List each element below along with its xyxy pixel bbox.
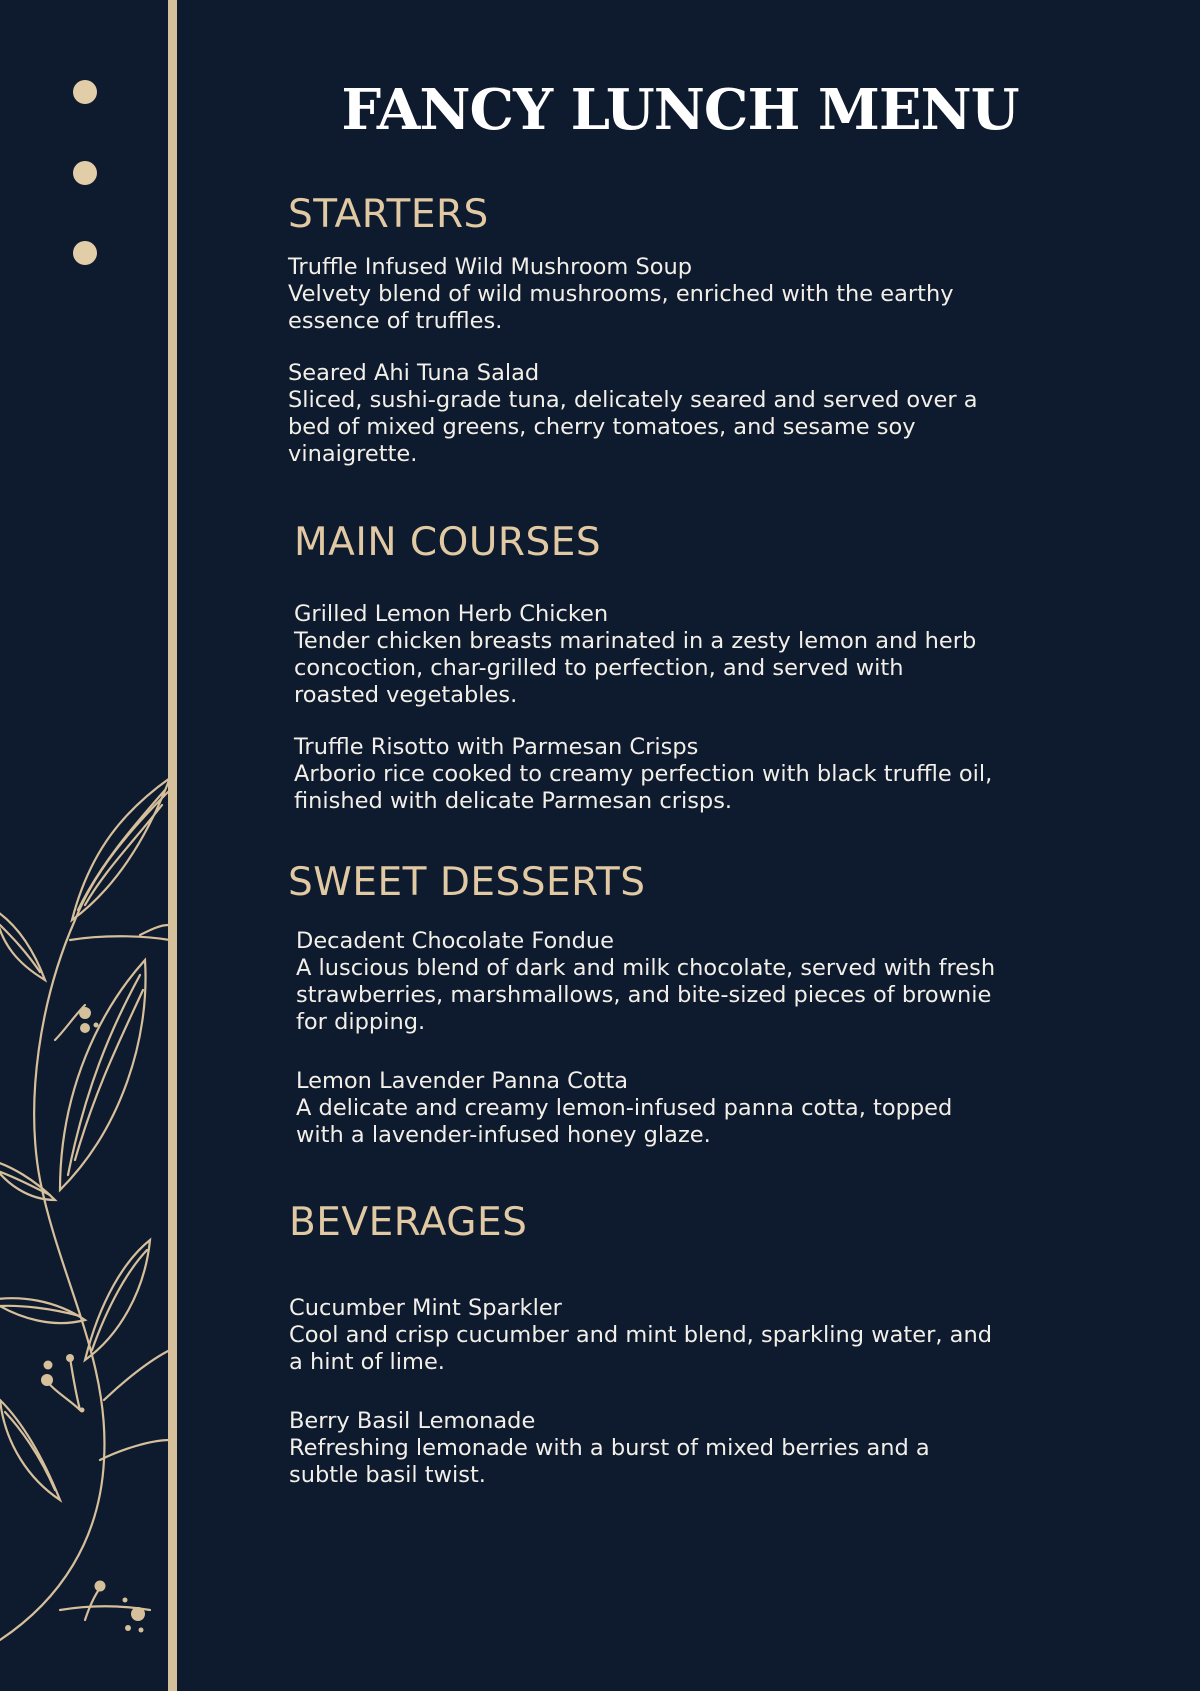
menu-item (288, 360, 1008, 468)
menu-item-description: Velvety blend of wild mushrooms, enriched with the earthy essence of truffles. (288, 281, 954, 334)
menu-item-name: Berry Basil Lemonade (289, 1408, 536, 1434)
menu-item-name: Truffle Infused Wild Mushroom Soup (288, 254, 693, 280)
decorative-dot-icon (73, 80, 97, 104)
section-heading-sweet-desserts: SWEET DESSERTS (288, 860, 646, 905)
menu-item-description: Refreshing lemonade with a burst of mixed berries and a subtle basil twist. (289, 1435, 930, 1488)
section-heading-starters: STARTERS (288, 192, 489, 237)
menu-item-name: Cucumber Mint Sparkler (289, 1295, 562, 1321)
menu-item (289, 1408, 989, 1489)
menu-title: FANCY LUNCH MENU (341, 77, 1019, 143)
menu-item-description: Cool and crisp cucumber and mint blend, sparkling water, and a hint of lime. (289, 1322, 992, 1375)
menu-item (296, 1068, 996, 1149)
menu-item-description: A luscious blend of dark and milk chocolate, served with fresh strawberries, marshmallows, and bite-sized pieces of brownie for dipping. (296, 955, 996, 1035)
floral-branch-icon (0, 760, 170, 1660)
menu-item-name: Decadent Chocolate Fondue (296, 928, 614, 954)
section-heading-main-courses: MAIN COURSES (294, 520, 602, 565)
menu-item-name: Grilled Lemon Herb Chicken (294, 601, 609, 627)
menu-item-description: Arborio rice cooked to creamy perfection with black truffle oil, finished with delicate Parmesan crisps. (294, 761, 993, 814)
menu-item-description: Sliced, sushi-grade tuna, delicately seared and served over a bed of mixed greens, cherry tomatoes, and sesame soy vinaigrette. (288, 387, 978, 467)
decorative-dot-icon (73, 241, 97, 265)
menu-item-name: Lemon Lavender Panna Cotta (296, 1068, 629, 1094)
menu-item-name: Truffle Risotto with Parmesan Crisps (294, 734, 699, 760)
menu-item (294, 734, 1014, 815)
section-heading-beverages: BEVERAGES (289, 1200, 528, 1245)
decorative-dot-icon (73, 161, 97, 185)
menu-item (289, 1295, 1009, 1376)
menu-item-name: Seared Ahi Tuna Salad (288, 360, 540, 386)
menu-item (294, 601, 994, 709)
menu-item (296, 928, 1016, 1036)
menu-item (288, 254, 988, 335)
menu-item-description: A delicate and creamy lemon-infused panna cotta, topped with a lavender-infused honey glaze. (296, 1095, 953, 1148)
menu-item-description: Tender chicken breasts marinated in a zesty lemon and herb concoction, char-grilled to perfection, and served with roasted vegetables. (294, 628, 977, 708)
